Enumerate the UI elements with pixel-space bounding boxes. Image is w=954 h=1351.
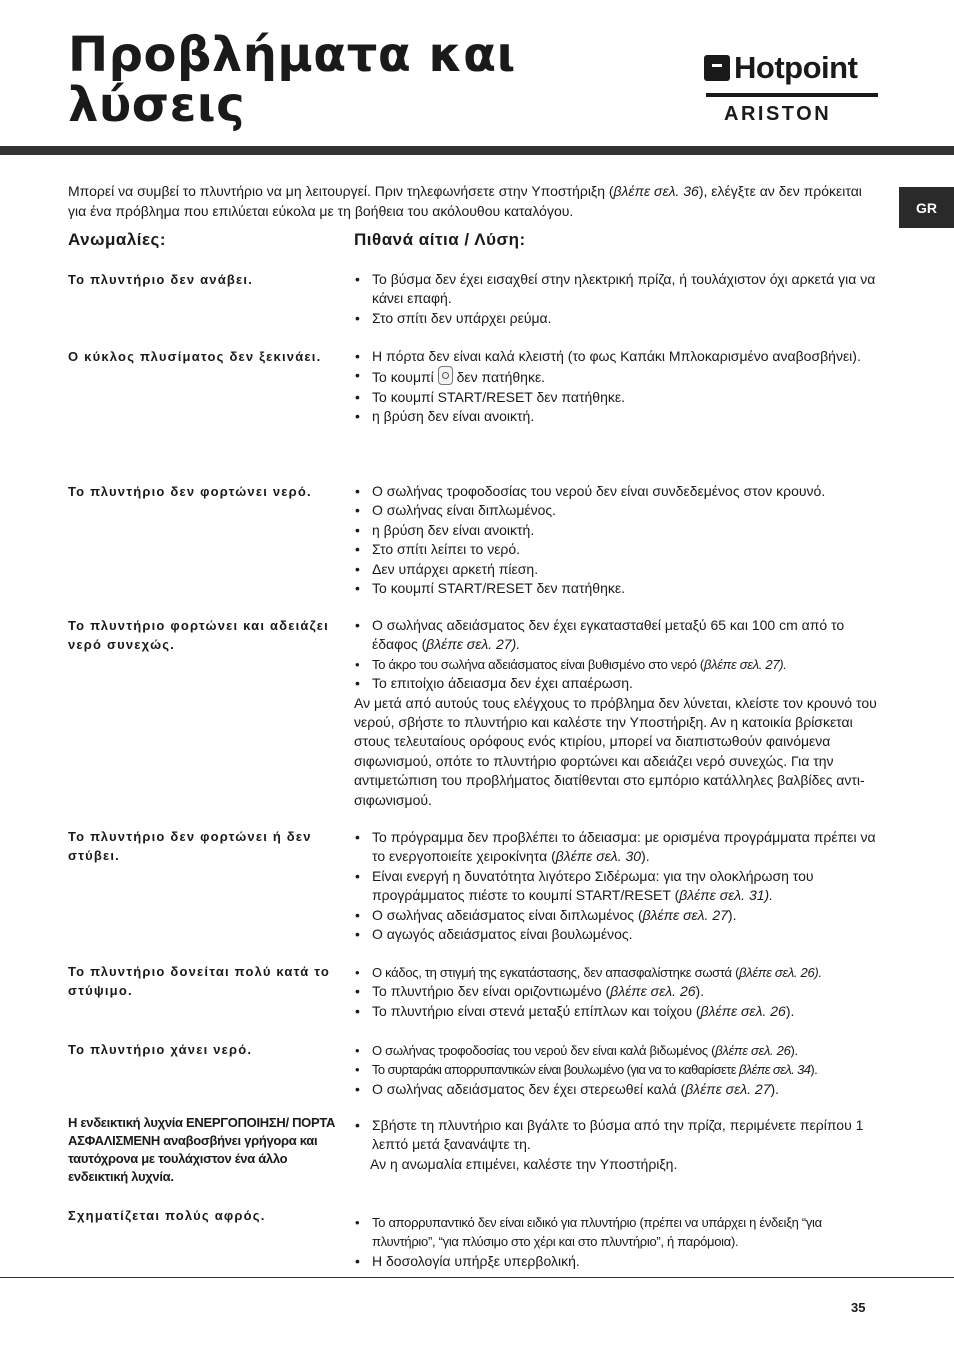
problem-water-leak: Το πλυντήριο χάνει νερό. <box>68 1042 253 1057</box>
power-button-icon <box>438 366 453 385</box>
solution-no-power <box>354 270 878 328</box>
solutions-column-header: Πιθανά αίτια / Λύση: <box>354 230 526 249</box>
hotpoint-ariston-logo <box>704 50 880 126</box>
problem-no-water-load: Το πλυντήριο δεν φορτώνει νερό. <box>68 484 312 499</box>
list-item: • Δεν υπάρχει αρκετή πίεση. <box>354 560 878 579</box>
solution-continuous-fill-drain <box>354 616 878 810</box>
list-item: • Στο σπίτι δεν υπάρχει ρεύμα. <box>354 309 878 328</box>
item-text: Το συρταράκι απορρυπαντικών είναι βουλωμένο (για να το καθαρίσετε <box>372 1062 739 1078</box>
list-item: • η βρύση δεν είναι ανοικτή. <box>354 407 878 426</box>
button-text-after: δεν πατήθηκε. <box>456 369 546 386</box>
list-item: • Ο σωλήνας αδειάσματος είναι διπλωμένος (βλέπε σελ. 27). <box>354 906 878 925</box>
row-note: Αν μετά από αυτούς τους ελέγχους το πρόβλημα δεν λύνεται, κλείστε τον κρουνό του νερού, σβήστε το πλυντήριο και καλέστε την Υποστήριξη. Αν η κατοικία βρίσκεται στους τελευταίους ορόφους ενός κτιρίου, μπορεί να διαπιστωθούν φαινόμενα σιφωνισμού, οπότε το πλυντήριο φορτώνει και αδειάζει νερό συνεχώς. Για την αντιμετώπιση του προβλήματος διατίθενται στο εμπόριο κατάλληλες βαλβίδες αντι-σιφωνισμού. <box>354 694 877 808</box>
intro-paragraph <box>68 181 868 221</box>
intro-text-before: Μπορεί να συμβεί το πλυντήριο να μη λειτουργεί. Πριν τηλεφωνήσετε στην Υποστήριξη ( <box>68 183 614 199</box>
list-item: • Το πλυντήριο δεν είναι οριζοντιωμένο (βλέπε σελ. 26). <box>354 982 878 1001</box>
solution-excess-foam <box>354 1213 878 1271</box>
item-text: Το πρόγραμμα δεν προβλέπει το άδειασμα: με ορισμένα προγράμματα πρέπει να το ενεργοποιείτε χειροκίνητα ( <box>372 829 876 865</box>
page-ref: βλέπε σελ. 27). <box>703 656 787 672</box>
problems-column-header: Ανωμαλίες: <box>68 230 167 249</box>
page-ref: βλέπε σελ. 27). <box>426 636 521 653</box>
solution-cycle-not-starting <box>354 347 878 427</box>
page-ref: βλέπε σελ. 26 <box>715 1043 791 1058</box>
item-text: Το άκρο του σωλήνα αδειάσματος είναι βυθισμένο στο νερό ( <box>372 656 704 672</box>
item-text: Ο σωλήνας αδειάσματος δεν έχει εγκατασταθεί μεταξύ 65 και 100 cm από το έδαφος ( <box>372 617 845 653</box>
list-item: • Το πλυντήριο είναι στενά μεταξύ επίπλων και τοίχου (βλέπε σελ. 26). <box>354 1002 878 1021</box>
page-title-line2: λύσεις <box>68 77 246 133</box>
list-item: • η βρύση δεν είναι ανοικτή. <box>354 521 878 540</box>
list-item: • Το βύσμα δεν έχει εισαχθεί στην ηλεκτρική πρίζα, ή τουλάχιστον όχι αρκετά για να κάνει επαφή. <box>354 270 878 309</box>
logo-rule <box>706 93 878 97</box>
item-text: Είναι ενεργή η δυνατότητα λιγότερο Σιδέρωμα: για την ολοκλήρωση του προγράμματος πιέστε το κουμπί START/RESET ( <box>372 867 814 904</box>
problem-vibration-spin: Το πλυντήριο δονείται πολύ κατά το στύψιμο. <box>68 964 331 998</box>
item-text: Ο σωλήνας αδειάσματος είναι διπλωμένος ( <box>372 906 643 923</box>
list-item: • Ο σωλήνας τροφοδοσίας του νερού δεν είναι συνδεδεμένος στον κρουνό. <box>354 482 878 501</box>
list-item <box>354 867 878 906</box>
solution-vibration-spin <box>354 963 878 1021</box>
list-item: • Ο αγωγός αδειάσματος είναι βουλωμένος. <box>354 925 878 944</box>
logo-square-icon <box>704 55 730 81</box>
list-item: • Ο σωλήνας αδειάσματος δεν έχει στερεωθεί καλά (βλέπε σελ. 27). <box>354 1080 878 1099</box>
list-item: • Η πόρτα δεν είναι καλά κλειστή (το φως Καπάκι Μπλοκαρισμένο αναβοσβήνει). <box>354 347 878 366</box>
item-text: Ο σωλήνας αδειάσματος δεν έχει στερεωθεί καλά ( <box>372 1080 686 1097</box>
page-ref: βλέπε σελ. 34 <box>738 1062 811 1078</box>
list-item: • Το κουμπί START/RESET δεν πατήθηκε. <box>354 579 878 598</box>
item-text: Το πλυντήριο είναι στενά μεταξύ επίπλων και τοίχου ( <box>372 1002 701 1019</box>
page-title <box>68 27 516 133</box>
page-ref: βλέπε σελ. 31). <box>679 887 774 904</box>
list-item: • Η δοσολογία υπήρξε υπερβολική. <box>354 1252 878 1271</box>
item-text: Ο κάδος, τη στιγμή της εγκατάστασης, δεν απασφαλίστηκε σωστά ( <box>372 965 740 980</box>
page-ref: βλέπε σελ. 30 <box>555 848 642 865</box>
logo-brand: Hotpoint <box>734 50 858 85</box>
list-item: • Στο σπίτι λείπει το νερό. <box>354 540 878 559</box>
list-item: • Σβήστε τη πλυντήριο και βγάλτε το βύσμα από την πρίζα, περιμένετε περίπου 1 λεπτό μετά ξανανάψτε τη. <box>354 1116 878 1155</box>
list-item: • Το κουμπί START/RESET δεν πατήθηκε. <box>354 388 878 407</box>
solution-no-drain-spin <box>354 828 878 944</box>
item-text: Το πλυντήριο δεν είναι οριζοντιωμένο ( <box>372 983 611 1000</box>
page-ref: βλέπε σελ. 26 <box>610 983 696 1000</box>
list-item <box>354 963 878 982</box>
header-divider <box>0 146 954 155</box>
list-item: • Το συρταράκι απορρυπαντικών είναι βουλωμένο (για να το καθαρίσετε βλέπε σελ. 34). <box>354 1060 878 1079</box>
problem-continuous-fill-drain: Το πλυντήριο φορτώνει και αδειάζει νερό συνεχώς. <box>68 618 329 652</box>
button-text: Το κουμπί <box>372 369 434 386</box>
page-ref: βλέπε σελ. 26 <box>700 1002 786 1019</box>
problem-excess-foam: Σχηματίζεται πολύς αφρός. <box>68 1208 266 1223</box>
intro-text-after: ), ελέγξτε αν δεν πρόκειται για ένα πρόβλημα που επιλύεται εύκολα με τη βοήθεια του ακόλουθου καταλόγου. <box>68 183 862 219</box>
list-item: • Το απορρυπαντικό δεν είναι ειδικό για πλυντήριο (πρέπει να υπάρχει η ένδειξη “για πλυντήριο”, “για πλύσιμο στο χέρι και στο πλυντήριο”, ή παρόμοια). <box>354 1213 878 1252</box>
list-item <box>354 616 878 655</box>
page-ref: βλέπε σελ. 27 <box>685 1080 771 1097</box>
solution-no-water-load <box>354 482 878 598</box>
problem-no-power: Το πλυντήριο δεν ανάβει. <box>68 272 254 287</box>
language-tab: GR <box>899 187 954 228</box>
page-title-line1: Προβλήματα και <box>68 27 516 83</box>
page-ref: βλέπε σελ. 27 <box>642 906 728 923</box>
problem-cycle-not-starting: Ο κύκλος πλυσίματος δεν ξεκινάει. <box>68 349 322 364</box>
page-number: 35 <box>851 1300 866 1315</box>
row-note: Αν η ανωμαλία επιμένει, καλέστε την Υποστήριξη. <box>370 1155 678 1172</box>
list-item <box>354 655 878 674</box>
logo-sub-brand: ARISTON <box>724 103 832 125</box>
list-item: • Ο σωλήνας τροφοδοσίας του νερού δεν είναι καλά βιδωμένος (βλέπε σελ. 26). <box>354 1041 878 1060</box>
logo-top <box>704 50 857 86</box>
solution-indicator-flashing <box>354 1116 878 1174</box>
footer-divider <box>0 1277 954 1278</box>
list-item: • Ο σωλήνας είναι διπλωμένος. <box>354 501 878 520</box>
intro-ref: βλέπε σελ. 36 <box>613 183 699 199</box>
item-text: Ο σωλήνας τροφοδοσίας του νερού δεν είναι καλά βιδωμένος ( <box>372 1043 716 1058</box>
solution-water-leak <box>354 1041 878 1099</box>
list-item: • Το πρόγραμμα δεν προβλέπει το άδειασμα: με ορισμένα προγράμματα πρέπει να το ενεργοποιείτε χειροκίνητα (βλέπε σελ. 30). <box>354 828 878 867</box>
list-item <box>354 366 878 387</box>
problem-indicator-flashing: Η ενδεικτική λυχνία ΕΝΕΡΓΟΠΟΙΗΣΗ/ ΠΟΡΤΑ ΑΣΦΑΛΙΣΜΕΝΗ αναβοσβήνει γρήγορα και ταυτόχρονα με τουλάχιστον ένα άλλο ενδεικτική λυχνία. <box>68 1115 336 1184</box>
page-ref: βλέπε σελ. 26). <box>739 965 822 980</box>
problem-no-drain-spin: Το πλυντήριο δεν φορτώνει ή δεν στύβει. <box>68 829 312 863</box>
list-item: • Το επιτοίχιο άδειασμα δεν έχει απαέρωση. <box>354 674 878 693</box>
